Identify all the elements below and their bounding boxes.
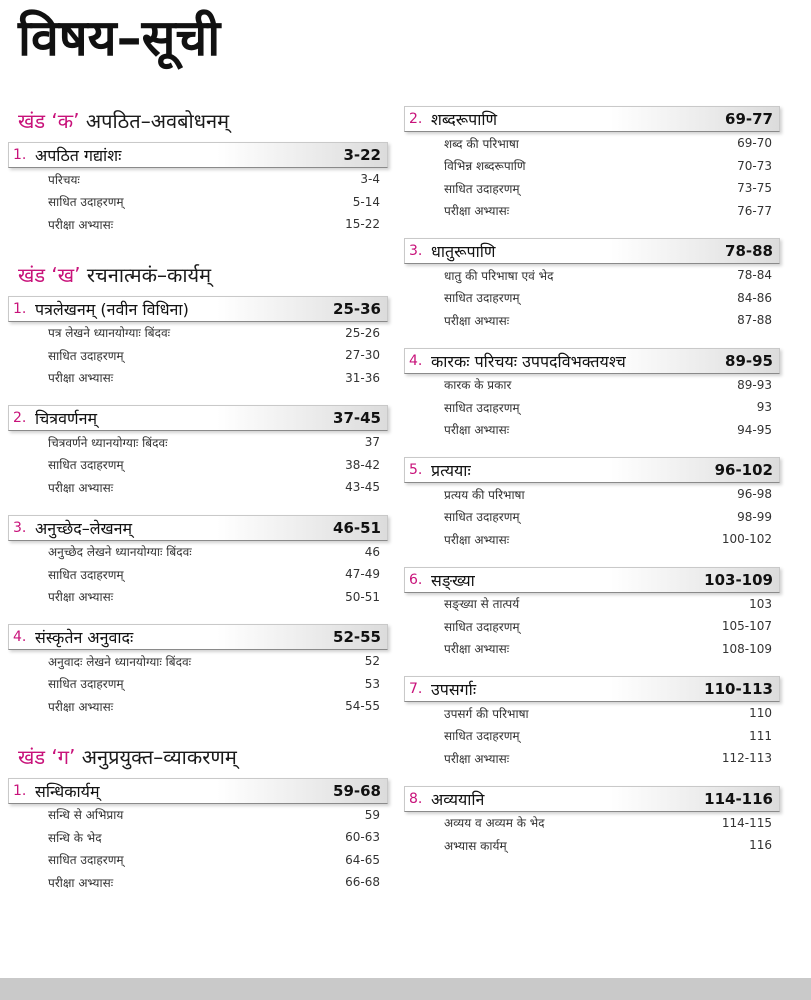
topic-row xyxy=(8,586,388,609)
topic-title: साधित उदाहरणम् xyxy=(444,400,520,415)
chapter-pages: 96-102 xyxy=(714,461,773,479)
topic-pages: 70-73 xyxy=(737,158,772,173)
chapter-pages: 3-22 xyxy=(343,146,381,164)
chapter-header xyxy=(8,624,388,650)
topic-pages: 112-113 xyxy=(721,751,772,766)
section-heading xyxy=(8,742,388,772)
topic-row xyxy=(8,673,388,696)
section-prefix: खंड ‘ख’ xyxy=(18,262,81,287)
topic-pages: 103 xyxy=(749,596,772,611)
topic-row xyxy=(8,804,388,827)
chapter-title: अव्ययानि xyxy=(431,789,485,809)
chapter-header xyxy=(8,296,388,322)
chapter-title: उपसर्गाः xyxy=(431,680,477,699)
topic-row xyxy=(404,287,780,310)
topic-title: परीक्षा अभ्यासः xyxy=(48,875,114,890)
topic-pages: 54-55 xyxy=(345,699,380,714)
topic-title: साधित उदाहरणम् xyxy=(444,291,520,306)
topic-pages: 105-107 xyxy=(721,619,772,634)
topic-title: अनुच्छेद लेखने ध्यानयोग्याः बिंदवः xyxy=(48,545,192,560)
topic-pages: 53 xyxy=(364,676,380,691)
topic-pages: 114-115 xyxy=(721,815,772,830)
topic-pages: 60-63 xyxy=(345,830,380,845)
topic-row xyxy=(404,506,780,529)
topic-title: साधित उदाहरणम् xyxy=(444,619,520,634)
topic-pages: 46 xyxy=(364,544,380,559)
chapter-block xyxy=(8,778,388,894)
section-prefix: खंड ‘क’ xyxy=(18,109,80,133)
topic-row xyxy=(404,396,780,419)
topic-title: साधित उदाहरणम् xyxy=(444,181,520,196)
topic-pages: 50-51 xyxy=(345,589,380,604)
topic-row xyxy=(404,177,780,200)
chapter-pages: 59-68 xyxy=(333,781,381,800)
chapter-number: 1. xyxy=(13,782,27,799)
topic-row xyxy=(8,541,388,564)
topic-pages: 108-109 xyxy=(721,641,772,656)
topic-pages: 37 xyxy=(364,435,380,450)
chapter-title: पत्रलेखनम् (नवीन विधिना) xyxy=(35,299,189,319)
topic-row xyxy=(8,695,388,718)
topic-row xyxy=(404,725,780,748)
topic-title: साधित उदाहरणम् xyxy=(48,567,124,582)
topic-pages: 3-4 xyxy=(360,172,380,187)
chapter-pages: 69-77 xyxy=(725,110,773,128)
topic-pages: 69-70 xyxy=(737,136,772,151)
chapter-number: 6. xyxy=(409,571,423,588)
topic-row xyxy=(404,483,780,506)
topic-row xyxy=(404,200,780,223)
topic-title: अनुवादः लेखने ध्यानयोग्याः बिंदवः xyxy=(48,654,192,669)
chapter-block xyxy=(404,676,780,770)
toc-left-column xyxy=(8,106,388,918)
chapter-header xyxy=(404,106,780,132)
topic-title: सन्धि से अभिप्राय xyxy=(48,808,124,823)
chapter-header xyxy=(404,348,780,374)
chapter-number: 2. xyxy=(13,410,27,426)
chapter-pages: 37-45 xyxy=(333,409,381,427)
topic-title: चित्रवर्णने ध्यानयोग्याः बिंदवः xyxy=(48,435,168,450)
chapter-number: 5. xyxy=(409,462,423,478)
chapter-number: 1. xyxy=(13,147,27,163)
chapter-title: चित्रवर्णनम् xyxy=(35,409,98,428)
topic-title: परिचयः xyxy=(48,172,80,187)
topic-row xyxy=(404,528,780,551)
topic-pages: 110 xyxy=(749,706,772,721)
topic-row xyxy=(404,419,780,442)
topic-title: अव्यय व अव्यम के भेद xyxy=(444,816,545,831)
chapter-block xyxy=(404,348,780,442)
chapter-block xyxy=(404,457,780,551)
chapter-block xyxy=(404,786,780,857)
section-heading xyxy=(8,260,388,290)
topic-row xyxy=(8,322,388,345)
chapter-pages: 52-55 xyxy=(333,628,381,646)
topic-pages: 87-88 xyxy=(737,313,772,328)
chapter-number: 8. xyxy=(409,790,423,807)
chapter-title: प्रत्ययाः xyxy=(431,461,471,480)
topic-pages: 47-49 xyxy=(345,567,380,582)
chapter-title: शब्दरूपाणि xyxy=(431,110,498,129)
chapter-block xyxy=(8,624,388,718)
topic-title: परीक्षा अभ्यासः xyxy=(444,532,510,547)
topic-pages: 5-14 xyxy=(352,194,380,209)
topic-title: परीक्षा अभ्यासः xyxy=(48,480,114,495)
topic-pages: 66-68 xyxy=(345,875,380,890)
chapter-block xyxy=(8,405,388,499)
topic-row xyxy=(8,563,388,586)
chapter-block xyxy=(8,515,388,609)
topic-pages: 64-65 xyxy=(345,852,380,867)
topic-title: कारक के प्रकार xyxy=(444,378,512,393)
topic-title: साधित उदाहरणम् xyxy=(48,853,124,868)
section-heading xyxy=(8,106,388,136)
topic-row xyxy=(404,374,780,397)
topic-pages: 38-42 xyxy=(345,457,380,472)
chapter-title: संस्कृतेन अनुवादः xyxy=(35,628,134,647)
chapter-number: 7. xyxy=(409,681,423,697)
topic-pages: 76-77 xyxy=(737,203,772,218)
topic-row xyxy=(404,264,780,287)
topic-row xyxy=(8,476,388,499)
topic-title: परीक्षा अभ्यासः xyxy=(48,217,114,232)
topic-pages: 94-95 xyxy=(737,422,772,437)
chapter-number: 4. xyxy=(409,352,423,369)
chapter-pages: 46-51 xyxy=(333,518,381,537)
chapter-number: 3. xyxy=(409,243,423,259)
topic-row xyxy=(404,593,780,616)
topic-row xyxy=(404,812,780,835)
topic-pages: 111 xyxy=(749,728,772,743)
topic-pages: 31-36 xyxy=(345,370,380,385)
topic-pages: 98-99 xyxy=(737,509,772,524)
chapter-title: कारकः परिचयः उपपदविभक्तयश्च xyxy=(431,351,626,371)
topic-row xyxy=(8,454,388,477)
chapter-header xyxy=(8,142,388,168)
chapter-header xyxy=(404,567,780,593)
topic-title: परीक्षा अभ्यासः xyxy=(48,590,114,605)
topic-title: सङ्ख्या से तात्पर्य xyxy=(444,597,520,612)
bottom-bar xyxy=(0,978,811,1000)
chapter-header xyxy=(8,405,388,431)
chapter-number: 4. xyxy=(13,629,27,645)
chapter-pages: 89-95 xyxy=(725,351,773,370)
topic-title: प्रत्यय की परिभाषा xyxy=(444,487,525,502)
chapter-title: अपठित गद्यांशः xyxy=(35,146,122,165)
chapter-block xyxy=(404,238,780,332)
topic-title: साधित उदाहरणम् xyxy=(444,510,520,525)
chapter-pages: 114-116 xyxy=(704,789,773,808)
topic-title: शब्द की परिभाषा xyxy=(444,136,519,151)
topic-title: परीक्षा अभ्यासः xyxy=(444,642,510,657)
topic-row xyxy=(404,834,780,857)
topic-row xyxy=(8,650,388,673)
topic-pages: 25-26 xyxy=(345,325,380,340)
chapter-number: 2. xyxy=(409,111,423,127)
chapter-title: अनुच्छेद–लेखनम् xyxy=(35,518,133,538)
topic-pages: 43-45 xyxy=(345,480,380,495)
topic-title: परीक्षा अभ्यासः xyxy=(444,204,510,219)
topic-row xyxy=(404,638,780,661)
topic-pages: 100-102 xyxy=(721,532,772,547)
chapter-block xyxy=(404,106,780,222)
topic-title: परीक्षा अभ्यासः xyxy=(444,313,510,328)
chapter-header xyxy=(404,786,780,812)
topic-pages: 96-98 xyxy=(737,487,772,502)
topic-row xyxy=(404,132,780,155)
section-title: अपठित–अवबोधनम् xyxy=(85,109,230,133)
topic-row xyxy=(404,155,780,178)
chapter-title: सङ्ख्या xyxy=(431,570,475,590)
topic-pages: 73-75 xyxy=(737,181,772,196)
topic-title: साधित उदाहरणम् xyxy=(48,677,124,692)
topic-row xyxy=(8,871,388,894)
chapter-title: सन्धिकार्यम् xyxy=(35,781,100,801)
topic-title: साधित उदाहरणम् xyxy=(48,348,124,363)
topic-title: साधित उदाहरणम् xyxy=(48,195,124,210)
topic-row xyxy=(8,367,388,390)
chapter-number: 3. xyxy=(13,519,27,536)
chapter-pages: 78-88 xyxy=(725,242,773,260)
section-title: रचनात्मकं–कार्यम् xyxy=(86,262,212,287)
topic-pages: 52 xyxy=(364,654,380,669)
topic-title: सन्धि के भेद xyxy=(48,830,102,845)
topic-pages: 116 xyxy=(749,838,772,853)
topic-row xyxy=(8,344,388,367)
section-title: अनुप्रयुक्त–व्याकरणम् xyxy=(81,744,237,769)
topic-title: उपसर्ग की परिभाषा xyxy=(444,706,529,721)
topic-row xyxy=(404,702,780,725)
topic-pages: 89-93 xyxy=(737,377,772,392)
chapter-block xyxy=(404,567,780,661)
chapter-header xyxy=(404,457,780,483)
section-prefix: खंड ‘ग’ xyxy=(18,744,76,769)
topic-pages: 84-86 xyxy=(737,290,772,305)
topic-pages: 93 xyxy=(756,400,772,415)
topic-title: पत्र लेखने ध्यानयोग्याः बिंदवः xyxy=(48,326,171,341)
topic-title: परीक्षा अभ्यासः xyxy=(48,371,114,386)
topic-row xyxy=(8,431,388,454)
chapter-pages: 103-109 xyxy=(704,570,773,589)
chapter-block xyxy=(8,296,388,390)
topic-row xyxy=(8,213,388,236)
topic-row xyxy=(404,615,780,638)
topic-pages: 27-30 xyxy=(345,348,380,363)
topic-row xyxy=(8,849,388,872)
topic-row xyxy=(8,191,388,214)
topic-row xyxy=(404,747,780,770)
topic-title: परीक्षा अभ्यासः xyxy=(444,423,510,438)
toc-right-column xyxy=(404,106,780,873)
chapter-block xyxy=(8,142,388,236)
chapter-header xyxy=(404,676,780,702)
chapter-title: धातुरूपाणि xyxy=(431,242,496,261)
chapter-header xyxy=(8,515,388,541)
topic-title: धातु की परिभाषा एवं भेद xyxy=(444,268,554,283)
chapter-pages: 25-36 xyxy=(333,299,381,318)
topic-title: साधित उदाहरणम् xyxy=(48,458,124,473)
topic-title: साधित उदाहरणम् xyxy=(444,729,520,744)
topic-pages: 15-22 xyxy=(345,217,380,232)
chapter-pages: 110-113 xyxy=(704,680,773,698)
chapter-number: 1. xyxy=(13,300,27,317)
page-title: विषय–सूची xyxy=(18,9,221,67)
topic-row xyxy=(8,168,388,191)
topic-title: विभिन्न शब्दरूपाणि xyxy=(444,159,526,174)
topic-row xyxy=(8,826,388,849)
topic-row xyxy=(404,309,780,332)
chapter-header xyxy=(404,238,780,264)
topic-title: अभ्यास कार्यम् xyxy=(444,838,507,853)
chapter-header xyxy=(8,778,388,804)
topic-title: परीक्षा अभ्यासः xyxy=(48,699,114,714)
topic-pages: 78-84 xyxy=(737,268,772,283)
topic-title: परीक्षा अभ्यासः xyxy=(444,751,510,766)
topic-pages: 59 xyxy=(364,807,380,822)
